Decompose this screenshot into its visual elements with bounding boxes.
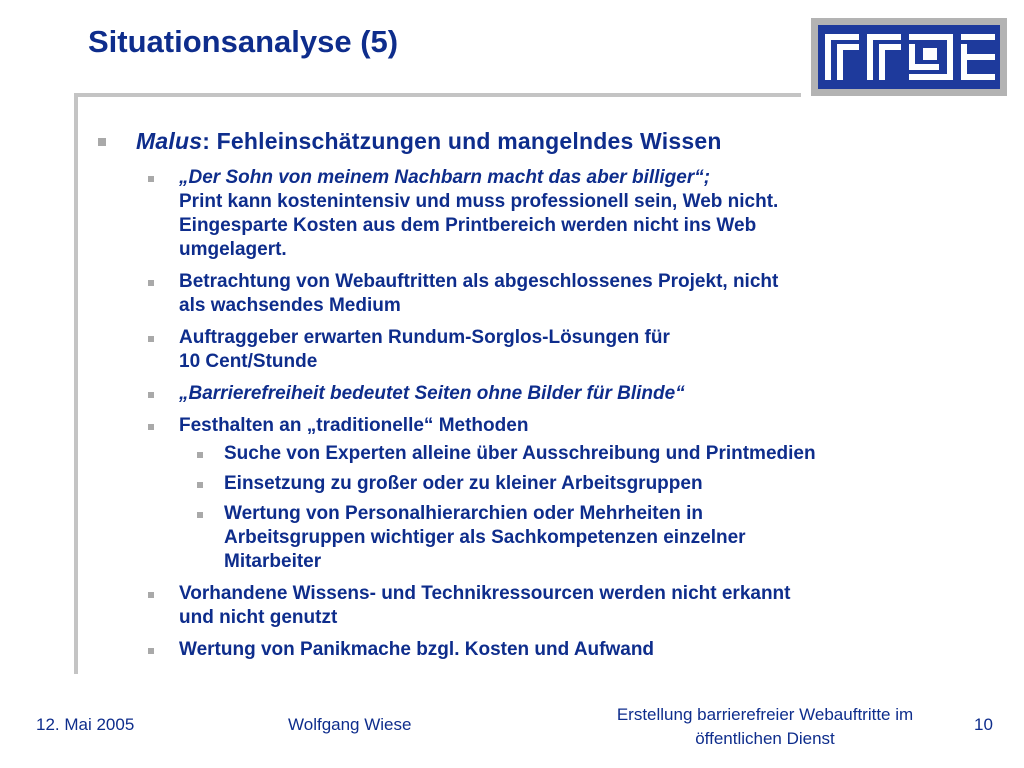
- square-bullet-icon: [148, 392, 154, 398]
- heading-text: : Fehleinschätzungen und mangelndes Wissen: [202, 128, 722, 154]
- footer-title-line: öffentlichen Dienst: [695, 729, 835, 748]
- item-line: umgelagert.: [179, 239, 287, 260]
- footer-author: Wolfgang Wiese: [288, 715, 412, 734]
- item-line: Wertung von Panikmache bzgl. Kosten und Aufwand: [179, 639, 655, 660]
- slide-content: [96, 126, 956, 670]
- item-line: Eingesparte Kosten aus dem Printbereich werden nicht ins Web: [179, 215, 757, 236]
- rrze-logo: [811, 18, 1007, 96]
- square-bullet-icon: [148, 648, 154, 654]
- item-line: 10 Cent/Stunde: [179, 351, 318, 372]
- square-bullet-icon: [148, 280, 154, 286]
- square-bullet-icon: [197, 452, 203, 458]
- sub-list-item: [96, 502, 956, 574]
- list-item-heading: [96, 126, 956, 156]
- square-bullet-icon: [197, 512, 203, 518]
- item-line: Print kann kostenintensiv und muss professionell sein, Web nicht.: [179, 191, 779, 212]
- item-line: und nicht genutzt: [179, 607, 338, 628]
- square-bullet-icon: [148, 424, 154, 430]
- item-line: Arbeitsgruppen wichtiger als Sachkompetenzen einzelner: [224, 527, 746, 548]
- list-item: [96, 382, 956, 406]
- item-line: Mitarbeiter: [224, 551, 322, 572]
- sub-list-item: [96, 442, 956, 466]
- sub-list-item: [96, 472, 956, 496]
- quote-text: „Der Sohn von meinem Nachbarn macht das aber billiger“;: [179, 167, 711, 188]
- item-line: Vorhandene Wissens- und Technikressourcen werden nicht erkannt: [179, 583, 791, 604]
- list-item: [96, 166, 956, 262]
- footer-presentation-title: [570, 703, 960, 751]
- list-item: [96, 326, 956, 374]
- item-line: Suche von Experten alleine über Ausschreibung und Printmedien: [224, 443, 816, 464]
- list-item: [96, 638, 956, 662]
- item-line: Betrachtung von Webauftritten als abgeschlossenes Projekt, nicht: [179, 271, 779, 292]
- title-divider: [74, 93, 801, 97]
- list-item: [96, 582, 956, 630]
- list-item: [96, 270, 956, 318]
- item-line: Festhalten an „traditionelle“ Methoden: [179, 415, 529, 436]
- item-line: Auftraggeber erwarten Rundum-Sorglos-Lösungen für: [179, 327, 670, 348]
- square-bullet-icon: [98, 138, 106, 146]
- square-bullet-icon: [148, 592, 154, 598]
- content-side-divider: [74, 93, 78, 674]
- item-line: als wachsendes Medium: [179, 295, 401, 316]
- list-item: [96, 414, 956, 438]
- square-bullet-icon: [148, 176, 154, 182]
- square-bullet-icon: [148, 336, 154, 342]
- heading-italic: Malus: [136, 128, 203, 154]
- item-line: Wertung von Personalhierarchien oder Mehrheiten in: [224, 503, 703, 524]
- page-number: 10: [974, 715, 993, 734]
- slide-title: Situationsanalyse (5): [88, 24, 399, 59]
- quote-text: „Barrierefreiheit bedeutet Seiten ohne Bilder für Blinde“: [179, 383, 685, 404]
- square-bullet-icon: [197, 482, 203, 488]
- footer-date: 12. Mai 2005: [36, 715, 135, 734]
- footer-title-line: Erstellung barrierefreier Webauftritte im: [616, 705, 914, 724]
- item-line: Einsetzung zu großer oder zu kleiner Arbeitsgruppen: [224, 473, 703, 494]
